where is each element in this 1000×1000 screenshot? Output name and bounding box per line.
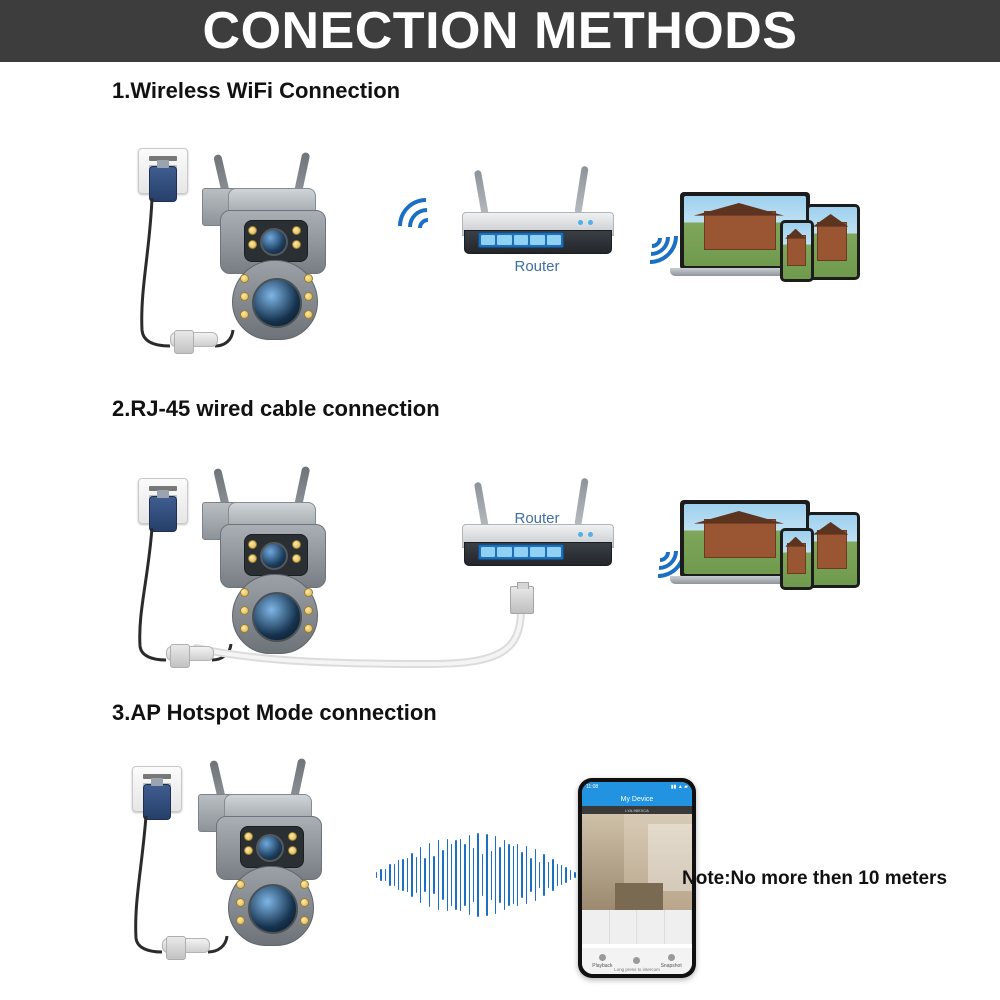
phone-screen xyxy=(582,782,692,974)
waveform-bar xyxy=(570,870,571,880)
intercom-button[interactable] xyxy=(633,957,640,966)
camera-lens-upper xyxy=(260,542,288,570)
ir-led xyxy=(292,226,301,235)
waveform-bar xyxy=(530,858,531,892)
waveform-bar xyxy=(565,867,566,882)
power-adapter-icon xyxy=(143,784,171,820)
control-grid[interactable] xyxy=(582,910,692,944)
ip-camera-1 xyxy=(200,152,350,352)
waveform-bar xyxy=(526,846,527,905)
waveform-bar xyxy=(385,869,386,881)
ir-led xyxy=(300,880,309,889)
ir-led xyxy=(240,588,249,597)
router-led xyxy=(578,220,583,225)
camera-preview-image xyxy=(809,515,857,585)
camera-lens-lower xyxy=(248,884,298,934)
status-time: 11:08 xyxy=(586,784,599,790)
phone-status-bar xyxy=(582,782,692,792)
page-title: CONECTION METHODS xyxy=(202,2,798,60)
live-video-preview[interactable] xyxy=(582,814,692,910)
waveform-bar xyxy=(451,844,452,906)
router-2 xyxy=(462,482,612,572)
ir-led xyxy=(236,880,245,889)
adapter-pin xyxy=(157,160,169,168)
section-2-title: 2.RJ-45 wired cable connection xyxy=(112,396,440,421)
waveform-bar xyxy=(548,862,549,888)
waveform-bar xyxy=(521,852,522,898)
router-antenna-left xyxy=(474,170,489,218)
ir-led xyxy=(236,898,245,907)
camera-icon xyxy=(668,954,675,961)
camera-preview-image xyxy=(783,223,811,279)
waveform-bar xyxy=(402,859,403,892)
ir-led xyxy=(244,846,253,855)
dc-connector-1 xyxy=(174,330,194,354)
router-led xyxy=(588,220,593,225)
dc-connector-3 xyxy=(166,936,186,960)
waveform-bar xyxy=(416,857,417,894)
waveform-bar xyxy=(552,859,553,890)
router-lan-ports xyxy=(478,232,564,248)
waveform-bar xyxy=(513,846,514,904)
waveform-bar xyxy=(380,869,381,880)
rj45-plug xyxy=(510,586,534,614)
ir-led xyxy=(288,832,297,841)
router-label-1: Router xyxy=(514,258,560,275)
waveform-bar xyxy=(574,872,575,878)
waveform-bar xyxy=(508,844,509,905)
waveform-bar xyxy=(539,862,540,888)
waveform-bar xyxy=(495,836,496,914)
phone-device xyxy=(780,528,814,590)
dc-connector-2 xyxy=(170,644,190,668)
snapshot-label: Snapshot xyxy=(660,962,682,969)
ir-led xyxy=(304,606,313,615)
ir-led xyxy=(292,540,301,549)
range-note: Note:No more then 10 meters xyxy=(682,868,948,889)
phone-device xyxy=(780,220,814,282)
camera-lens-upper xyxy=(260,228,288,256)
router-lan-ports xyxy=(478,544,564,560)
ir-led xyxy=(240,624,249,633)
router-1 xyxy=(462,170,612,275)
router-led xyxy=(578,532,583,537)
viewing-devices-2 xyxy=(680,500,870,610)
waveform-bar xyxy=(535,849,536,901)
waveform-bar xyxy=(557,864,558,886)
waveform-bar xyxy=(424,858,425,893)
waveform-bar xyxy=(394,864,395,886)
camera-lens-lower xyxy=(252,592,302,642)
waveform-bar xyxy=(407,858,408,893)
smartphone-app xyxy=(578,778,696,978)
ir-led xyxy=(248,554,257,563)
viewing-devices-1 xyxy=(680,192,870,302)
header-bar xyxy=(0,0,1000,62)
waveform-bar xyxy=(491,851,492,900)
waveform-bar xyxy=(486,834,487,917)
waveform-bar xyxy=(420,847,421,902)
waveform-bar xyxy=(389,864,390,886)
ir-led xyxy=(248,540,257,549)
ir-led xyxy=(304,274,313,283)
waveform-bar xyxy=(376,872,377,878)
waveform-bar xyxy=(438,840,439,910)
playback-label: Playback xyxy=(592,962,613,969)
power-adapter-icon xyxy=(149,496,177,532)
adapter-pin xyxy=(151,778,163,786)
waveform-bar xyxy=(460,839,461,911)
waveform-bar xyxy=(469,835,470,915)
tablet-device xyxy=(806,512,860,588)
waveform-bar xyxy=(411,853,412,897)
ir-led xyxy=(288,846,297,855)
status-icons: ▮▮ ▲ ▰ xyxy=(670,784,688,790)
waveform-bar xyxy=(473,848,474,902)
ir-led xyxy=(300,898,309,907)
ir-led xyxy=(304,292,313,301)
playback-icon xyxy=(599,954,606,961)
waveform-bar xyxy=(464,844,465,907)
ir-led xyxy=(240,292,249,301)
waveform-bar xyxy=(433,856,434,893)
ir-led xyxy=(304,588,313,597)
waveform-bar xyxy=(543,854,544,896)
ip-camera-3 xyxy=(196,758,346,958)
ir-led xyxy=(240,274,249,283)
ir-led xyxy=(248,226,257,235)
router-antenna-right xyxy=(574,166,588,215)
ir-led xyxy=(244,832,253,841)
ir-led xyxy=(304,624,313,633)
waveform-bar xyxy=(429,843,430,907)
ir-led xyxy=(292,240,301,249)
microphone-icon xyxy=(633,957,640,964)
ir-led xyxy=(240,606,249,615)
waveform-bar xyxy=(447,839,448,911)
ir-led xyxy=(236,916,245,925)
ir-led xyxy=(240,310,249,319)
section-3-title: 3.AP Hotspot Mode connection xyxy=(112,700,437,725)
waveform-bar xyxy=(561,865,562,885)
ip-camera-2 xyxy=(200,466,350,666)
waveform-bar xyxy=(442,850,443,900)
waveform-bar xyxy=(499,847,500,904)
audio-waveform xyxy=(376,830,576,920)
intercom-hint: Long press to intercom xyxy=(614,967,660,972)
app-title-bar: My Device xyxy=(582,792,692,806)
camera-lens-lower xyxy=(252,278,302,328)
tablet-device xyxy=(806,204,860,280)
waveform-bar xyxy=(477,833,478,916)
router-label-2: Router xyxy=(514,510,560,527)
waveform-bar xyxy=(482,854,483,897)
ir-led xyxy=(300,916,309,925)
device-id-label: LYA-98XXCA xyxy=(582,806,692,814)
adapter-pin xyxy=(157,490,169,498)
power-adapter-icon xyxy=(149,166,177,202)
waveform-bar xyxy=(455,840,456,909)
router-led xyxy=(588,532,593,537)
ir-led xyxy=(292,554,301,563)
preview-region-floor xyxy=(615,883,663,910)
camera-preview-image xyxy=(783,531,811,587)
section-1-title: 1.Wireless WiFi Connection xyxy=(112,78,401,103)
ir-led xyxy=(248,240,257,249)
waveform-bar xyxy=(504,840,505,909)
waveform-bar xyxy=(517,844,518,906)
camera-lens-upper xyxy=(256,834,284,862)
waveform-bar xyxy=(398,860,399,890)
ir-led xyxy=(304,310,313,319)
camera-preview-image xyxy=(809,207,857,277)
